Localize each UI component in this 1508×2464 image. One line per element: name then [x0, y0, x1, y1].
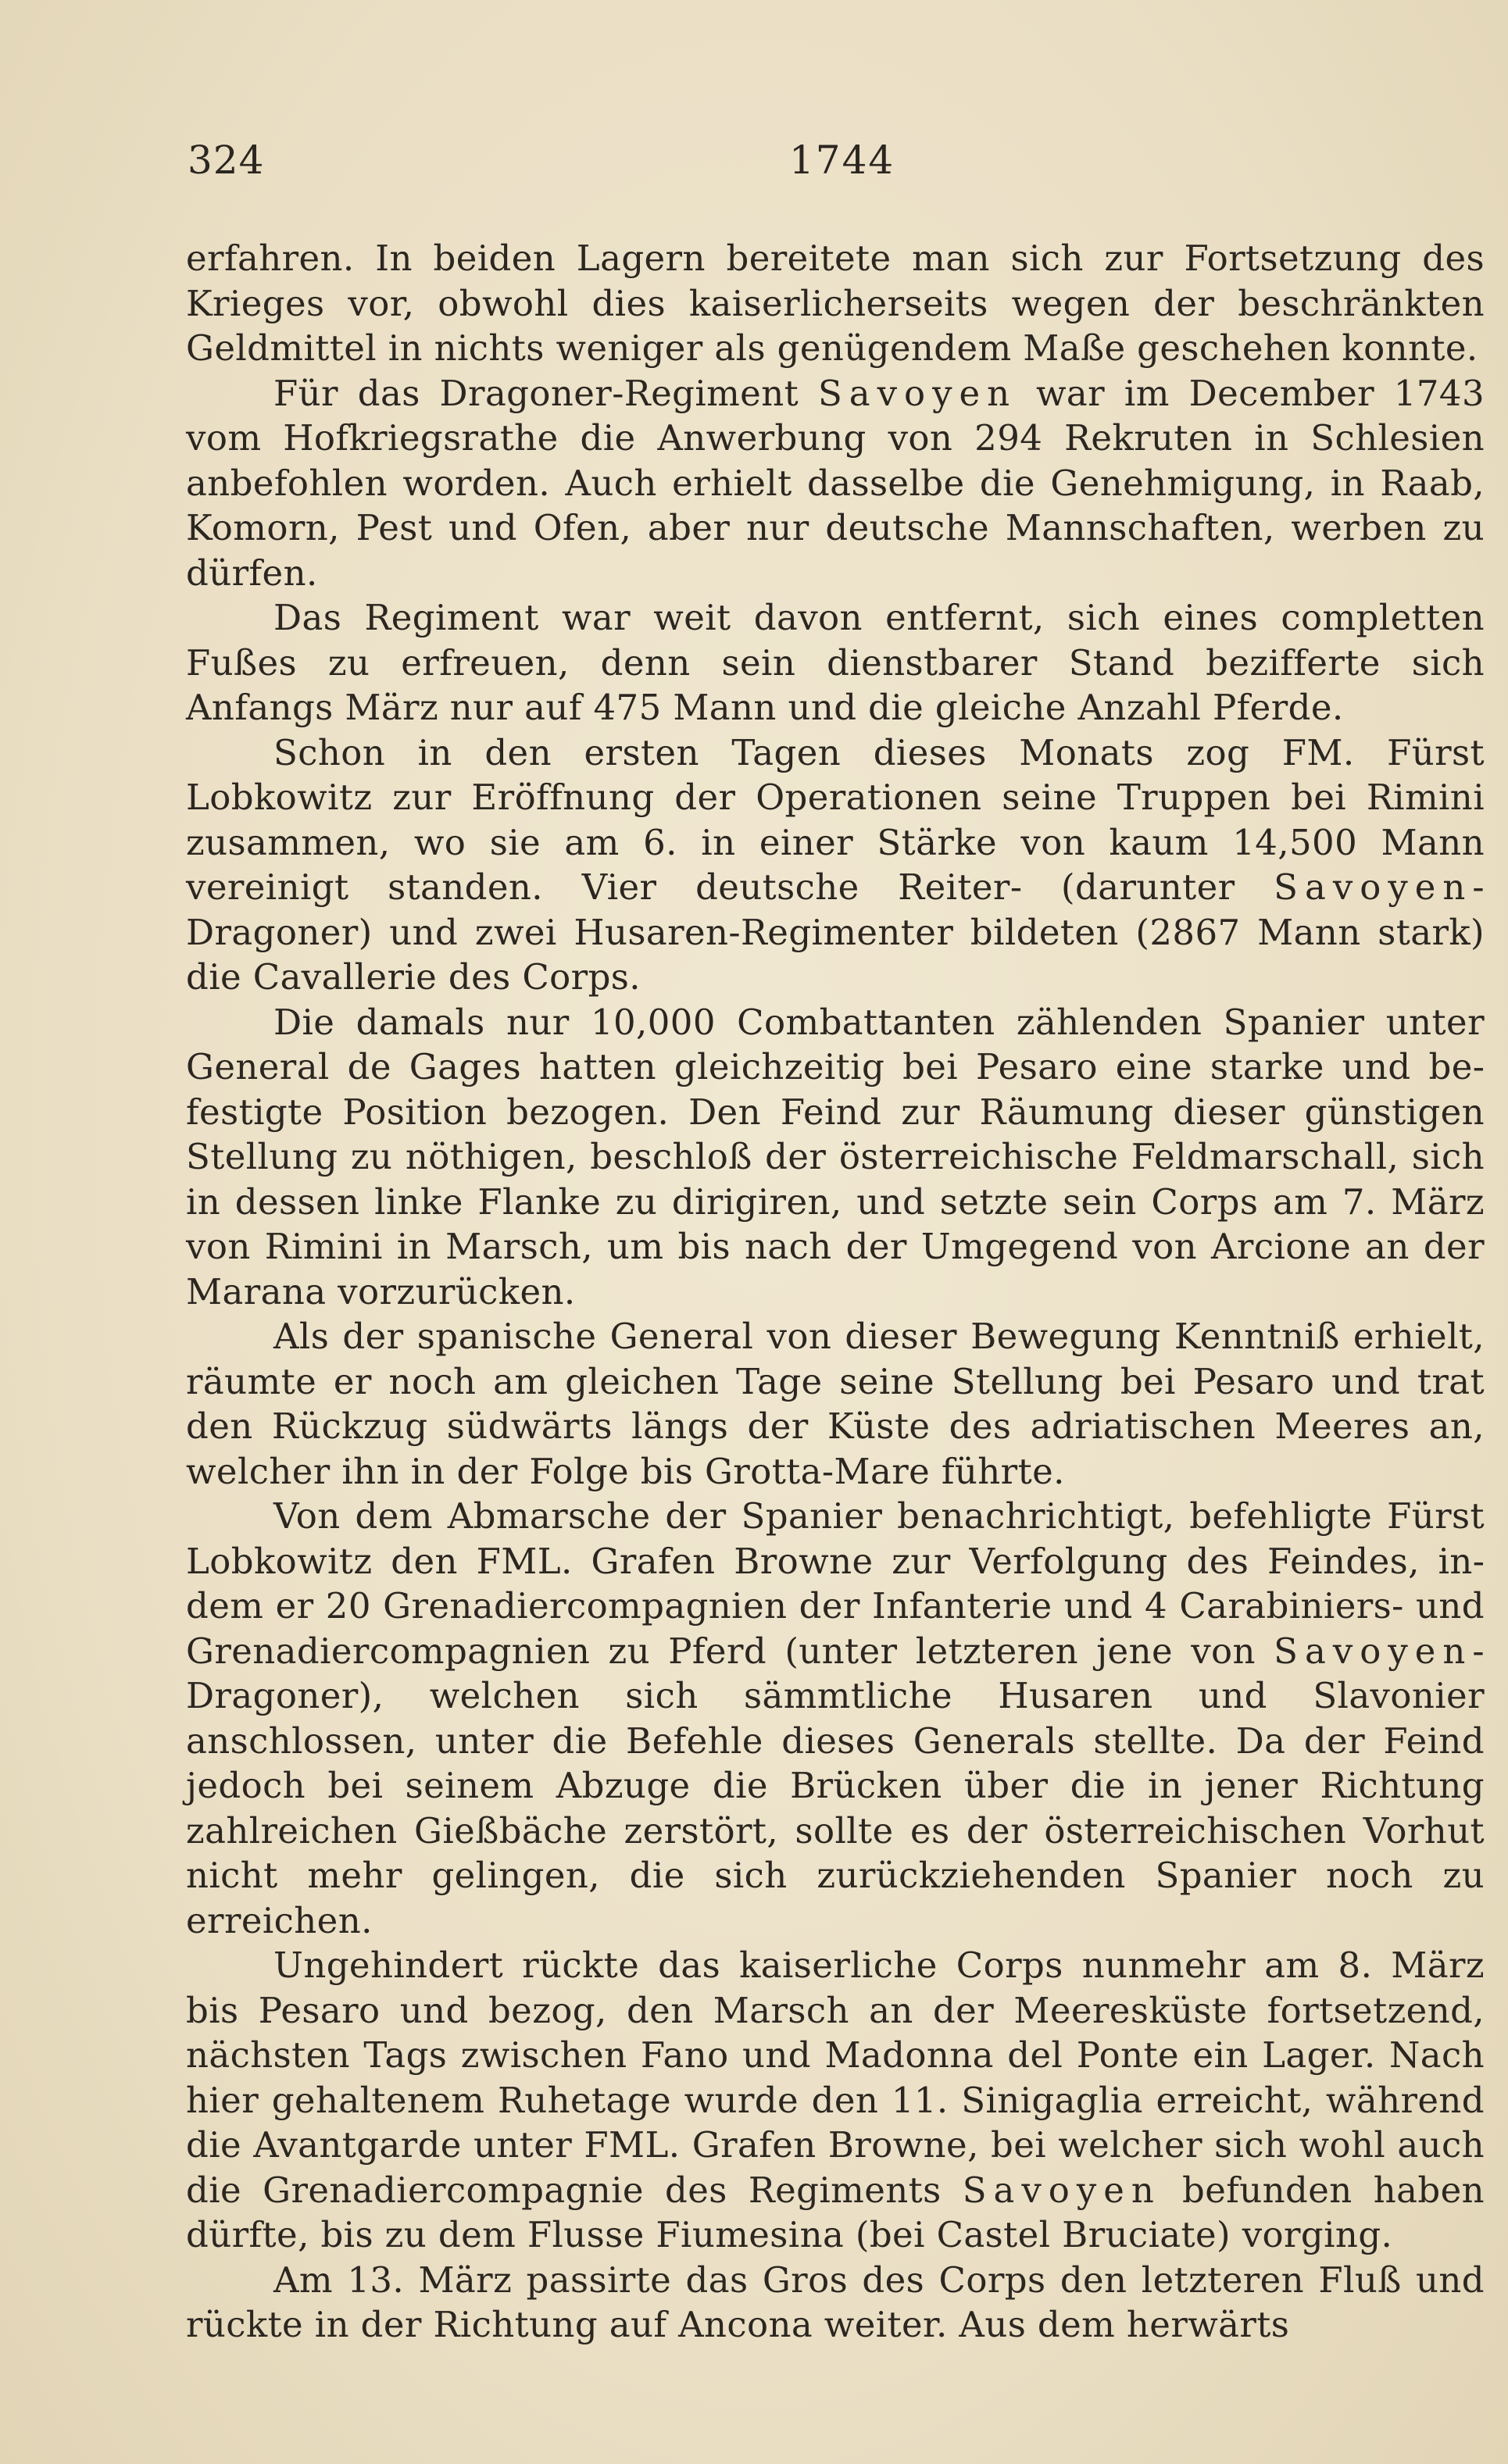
paragraph-text: war im December 1743 vom Hofkriegsrathe die Anwerbung von 294 Rekruten in Schlesien anbefohlen worden. Auch erhielt dasselbe die Genehmigung, in Raab, Komorn, Pest und Ofen, aber nur deutsche Mannschaften, werben zu dürfen. — [186, 372, 1485, 594]
paragraph-text: Von dem Abmarsche der Spanier benachrichtigt, befehligte Fürst Lobkowitz den FML. Grafen Browne zur Verfolgung des Feindes, indem er 20 Grenadiercompagnien der Infanterie und 4 Carabiniers- und Grenadiercompagnien zu Pferd (unter letzteren jene von — [186, 1495, 1485, 1672]
paragraph-8 — [186, 1943, 1485, 2258]
paragraph-text: Schon in den ersten Tagen dieses Monats zog FM. Fürst Lobkowitz zur Eröffnung der Operationen seine Truppen bei Rimini zusammen, wo sie am 6. in einer Stärke von kaum 14,500 Mann vereinigt standen. Vier deutsche Reiter- (darunter — [186, 731, 1485, 908]
paragraph-9 — [186, 2258, 1485, 2348]
paragraph-text: erfahren. In beiden Lagern bereitete man sich zur Fortsetzung des Krieges vor, obwohl dies kaiserlicherseits wegen der beschränkten Geldmittel in nichts weniger als genügendem Maße geschehen konnte. — [186, 237, 1485, 369]
page-number: 324 — [188, 137, 265, 183]
paragraph-6 — [186, 1314, 1485, 1494]
paragraph-3 — [186, 595, 1485, 730]
spaced-regiment-name: Savoyen — [962, 2169, 1161, 2211]
paragraph-7 — [186, 1494, 1485, 1943]
paragraph-text: Für das Dragoner-Regiment — [273, 372, 818, 414]
spaced-regiment-name: Savoyen — [817, 372, 1017, 414]
paragraph-text: Am 13. März passirte das Gros des Corps den letzteren Fluß und rückte in der Richtung auf Ancona weiter. Aus dem herwärts — [186, 2259, 1485, 2345]
paragraph-4 — [186, 730, 1485, 1000]
paragraph-text: -Dragoner), welchen sich sämmtliche Husaren und Slavonier anschlossen, unter die Befehle dieses Generals stellte. Da der Feind jedoch bei seinem Abzuge die Brücken über die in jener Richtung zahlreichen Gießbäche zerstört, sollte es der österreichischen Vorhut nicht mehr gelingen, die sich zurückziehenden Spanier noch zu erreichen. — [186, 1630, 1485, 1941]
running-title-year: 1744 — [789, 137, 895, 183]
paragraph-text: -Dragoner) und zwei Husaren-Regimenter bildeten (2867 Mann stark) die Cavallerie des Corps. — [186, 866, 1485, 998]
paragraph-text: Das Regiment war weit davon entfernt, sich eines completten Fußes zu erfreuen, denn sein dienstbarer Stand bezifferte sich Anfangs März nur auf 475 Mann und die gleiche Anzahl Pferde. — [186, 597, 1485, 728]
spaced-regiment-name: Savoyen — [1274, 866, 1473, 908]
paragraph-text: Als der spanische General von dieser Bewegung Kenntniß erhielt, räumte er noch am gleichen Tage seine Stellung bei Pesaro und trat den Rückzug südwärts längs der Küste des adriatischen Meeres an, welcher ihn in der Folge bis Grotta-Mare führte. — [186, 1316, 1485, 1492]
paragraph-text: Die damals nur 10,000 Combattanten zählenden Spanier unter General de Gages hatten gleichzeitig bei Pesaro eine starke und befestigte Position bezogen. Den Feind zur Räumung dieser günstigen Stellung zu nöthigen, beschloß der österreichische Feldmarschall, sich in dessen linke Flanke zu dirigiren, und setzte sein Corps am 7. März von Rimini in Marsch, um bis nach der Umgegend von Arcione an der Marana vorzurücken. — [186, 1001, 1485, 1312]
paragraph-text: befunden haben dürfte, bis zu dem Flusse Fiumesina (bei Castel Bruciate) vorging. — [186, 2169, 1485, 2255]
paragraph-1 — [186, 236, 1485, 371]
paragraph-2 — [186, 371, 1485, 596]
running-head — [188, 133, 1485, 187]
spaced-regiment-name: Savoyen — [1274, 1630, 1473, 1672]
paragraph-text: Ungehindert rückte das kaiserliche Corps nunmehr am 8. März bis Pesaro und bezog, den Marsch an der Meeresküste fortsetzend, nächsten Tags zwischen Fano und Madonna del Ponte ein Lager. Nach hier gehaltenem Ruhetage wurde den 11. Sinigaglia erreicht, während die Avantgarde unter FML. Grafen Browne, bei welcher sich wohl auch die Grenadiercompagnie des Regiments — [186, 1944, 1485, 2211]
paragraph-5 — [186, 1000, 1485, 1315]
body-text — [186, 236, 1485, 2348]
